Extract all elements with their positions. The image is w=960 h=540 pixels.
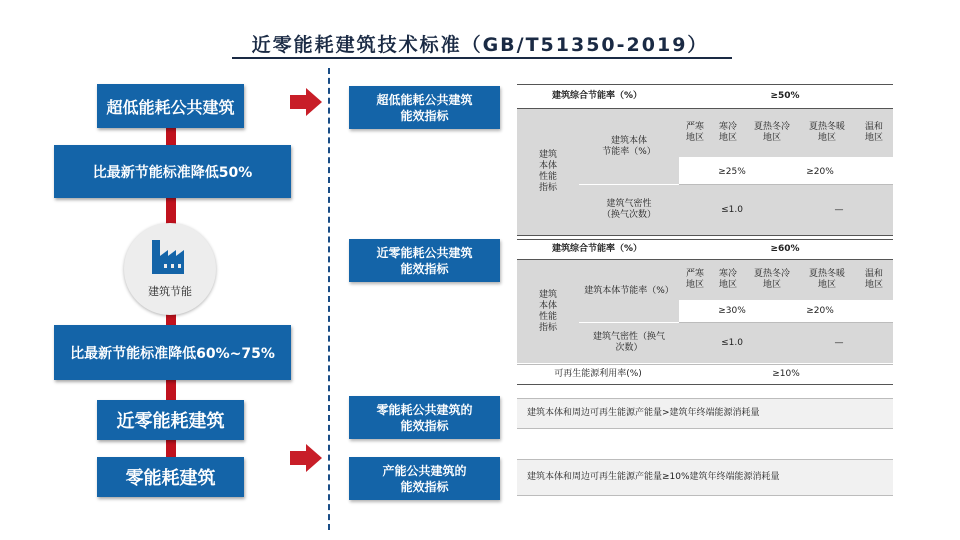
page-title: 近零能耗建筑技术标准（GB/T51350-2019）	[251, 34, 709, 56]
near-zero-table	[517, 239, 893, 385]
zone-line: 夏热冬冷	[753, 269, 790, 279]
airtightness-label	[579, 323, 679, 363]
overall-rate-label: 建筑综合节能率（%）	[551, 90, 643, 101]
zone-line: 地区	[864, 133, 883, 143]
side-label-line: 指标	[538, 322, 557, 333]
energy-saving-label: 建筑节能	[148, 285, 192, 298]
zone-line: 严寒	[685, 122, 704, 132]
label-line-2: 能效指标	[400, 479, 449, 494]
label-line-1: 近零能耗公共建筑	[376, 245, 473, 260]
ultra-low-label: 超低能耗公共建筑	[106, 97, 235, 117]
zone-line: 地区	[718, 133, 737, 143]
arrow-right-icon	[290, 444, 322, 472]
body-rate-cold-value: ≥25%	[718, 166, 746, 177]
reduce-50-box	[54, 145, 291, 198]
zone-line: 夏热冬暖	[808, 122, 845, 132]
ultra-low-table	[517, 84, 893, 236]
arrow-right-icon	[290, 88, 322, 116]
side-label-line: 本体	[538, 161, 557, 171]
connector-mid1	[166, 195, 176, 225]
reduce-60-75-label: 比最新节能标准降低60%~75%	[70, 345, 275, 362]
zero-label: 零能耗建筑	[125, 468, 216, 489]
airtightness-warm-value: —	[785, 323, 893, 363]
zone-line: 严寒	[685, 269, 704, 279]
airtightness-warm-value: —	[785, 185, 893, 235]
zone-line: 温和	[864, 269, 883, 279]
body-rate-cold-value: ≥30%	[718, 305, 746, 316]
plus-energy-requirement: 建筑本体和周边可再生能源产能量≥10%建筑年终端能源消耗量	[517, 460, 893, 495]
side-label-line: 建筑	[538, 289, 557, 300]
label-line-2: 能效指标	[400, 261, 449, 276]
label-line-1: 零能耗公共建筑的	[376, 402, 473, 417]
overall-rate-value: ≥50%	[770, 90, 800, 101]
ultra-low-box	[97, 84, 244, 128]
zone-line: 地区	[817, 280, 836, 290]
airtightness-label	[579, 185, 679, 235]
label-line-1: 产能公共建筑的	[382, 463, 467, 478]
airtight-line-1: 建筑气密性（换气	[592, 332, 665, 342]
body-rate-label	[579, 109, 679, 184]
near-zero-box	[97, 400, 244, 440]
title-underline	[232, 57, 732, 59]
near-zero-metrics-label	[349, 239, 500, 282]
renewable-rate-label: 可再生能源利用率(%)	[554, 369, 642, 379]
body-rate-warm-value: ≥20%	[806, 166, 834, 177]
zone-severe-cold	[679, 260, 711, 300]
side-label-line: 本体	[538, 300, 557, 311]
zero-energy-requirement: 建筑本体和周边可再生能源产能量>建筑年终端能源消耗量	[517, 399, 893, 428]
body-rate-warm-value: ≥20%	[806, 305, 834, 316]
plus-energy-metrics-label	[349, 457, 500, 500]
ultra-low-metrics-label	[349, 86, 500, 129]
label-line-2: 能效指标	[400, 108, 449, 123]
plus-energy-table	[517, 459, 893, 497]
airtight-line-2: 次数）	[615, 343, 643, 353]
zone-hot-summer-warm-winter	[799, 260, 855, 300]
side-label-line: 建筑	[538, 150, 557, 160]
zero-box	[97, 457, 244, 497]
zone-line: 地区	[762, 280, 781, 290]
body-rate-line-1: 建筑本体	[610, 135, 647, 146]
zone-mild	[855, 109, 893, 157]
side-label-line: 性能	[538, 311, 557, 322]
zone-line: 地区	[718, 280, 737, 290]
airtightness-cold-value: ≤1.0	[679, 323, 785, 363]
zone-hot-summer-cold-winter	[745, 260, 799, 300]
zone-line: 地区	[685, 133, 704, 143]
reduce-50-label: 比最新节能标准降低50%	[92, 164, 253, 181]
zone-severe-cold	[679, 109, 711, 157]
zone-cold	[711, 109, 745, 157]
zone-line: 地区	[817, 133, 836, 143]
zone-hot-summer-cold-winter	[745, 109, 799, 157]
airtight-line-1: 建筑气密性	[606, 199, 652, 209]
factory-icon	[148, 236, 192, 280]
dashed-divider	[328, 68, 330, 530]
overall-rate-label: 建筑综合节能率（%）	[551, 243, 643, 254]
zone-hot-summer-warm-winter	[799, 109, 855, 157]
zone-cold	[711, 260, 745, 300]
near-zero-label: 近零能耗建筑	[116, 411, 225, 432]
building-performance-label	[517, 260, 579, 363]
zone-line: 夏热冬冷	[753, 122, 790, 132]
overall-rate-value: ≥60%	[770, 243, 800, 254]
zone-line: 地区	[762, 133, 781, 143]
side-label-line: 性能	[538, 172, 557, 182]
zone-line: 寒冷	[718, 122, 737, 132]
airtightness-cold-value: ≤1.0	[679, 185, 785, 235]
reduce-60-75-box	[54, 325, 291, 380]
building-performance-label	[517, 109, 579, 235]
label-line-2: 能效指标	[400, 418, 449, 433]
zone-line: 地区	[864, 280, 883, 290]
side-label-line: 指标	[538, 183, 557, 193]
label-line-1: 超低能耗公共建筑	[376, 92, 473, 107]
zone-line: 温和	[864, 122, 883, 132]
zero-energy-table	[517, 398, 893, 430]
airtight-line-2: （换气次数）	[601, 210, 656, 220]
renewable-rate-value: ≥10%	[772, 369, 800, 379]
zone-line: 寒冷	[718, 269, 737, 279]
zone-mild	[855, 260, 893, 300]
zone-line: 夏热冬暖	[808, 269, 845, 279]
zero-metrics-label	[349, 396, 500, 439]
body-rate-label: 建筑本体节能率（%）	[579, 260, 679, 322]
zone-line: 地区	[685, 280, 704, 290]
connector-mid3	[166, 378, 176, 402]
body-rate-line-2: 节能率（%）	[602, 146, 656, 157]
